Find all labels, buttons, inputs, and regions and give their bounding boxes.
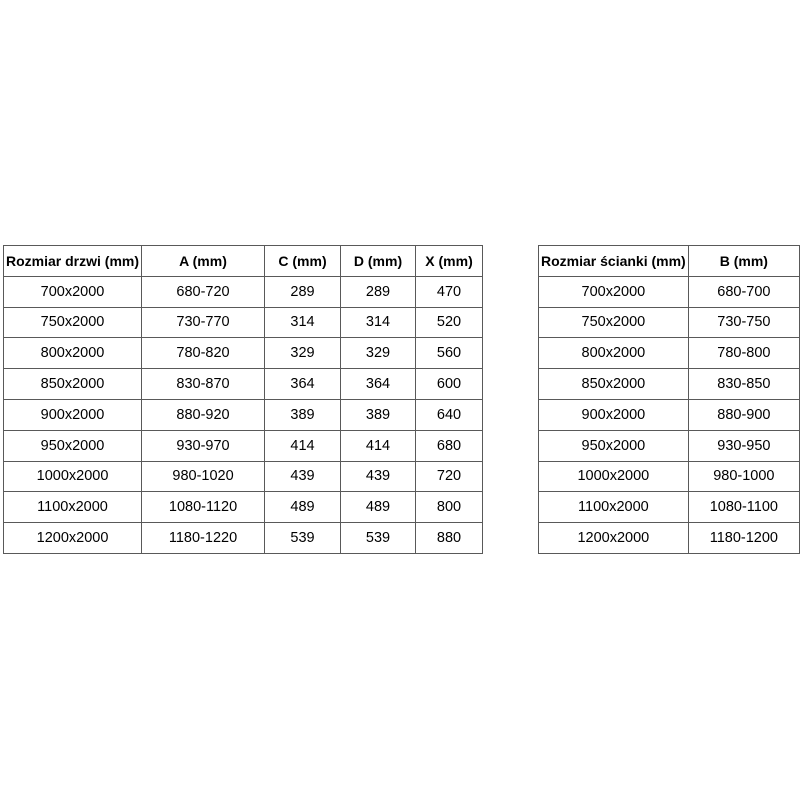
table-row [539, 307, 800, 338]
column-header: Rozmiar ścianki (mm) [539, 246, 689, 277]
table-cell: 930-970 [142, 430, 265, 461]
table-cell: 539 [341, 523, 416, 554]
table-row [539, 338, 800, 369]
table-cell: 880 [416, 523, 483, 554]
table-cell: 1180-1200 [688, 523, 799, 554]
table-cell: 1080-1100 [688, 492, 799, 523]
table-cell: 950x2000 [4, 430, 142, 461]
table-row [539, 523, 800, 554]
table-row [4, 492, 483, 523]
table-cell: 1000x2000 [4, 461, 142, 492]
table-cell: 640 [416, 399, 483, 430]
table-cell: 780-820 [142, 338, 265, 369]
table-row [4, 338, 483, 369]
table-cell: 800x2000 [539, 338, 689, 369]
table-cell: 750x2000 [4, 307, 142, 338]
table-cell: 289 [265, 276, 341, 307]
table-row [539, 276, 800, 307]
table-row [4, 369, 483, 400]
table-cell: 489 [341, 492, 416, 523]
table-cell: 700x2000 [539, 276, 689, 307]
table-cell: 1100x2000 [539, 492, 689, 523]
table-cell: 364 [265, 369, 341, 400]
table-cell: 780-800 [688, 338, 799, 369]
table-cell: 414 [341, 430, 416, 461]
table-cell: 1080-1120 [142, 492, 265, 523]
table-row [539, 369, 800, 400]
column-header: C (mm) [265, 246, 341, 277]
table-cell: 850x2000 [4, 369, 142, 400]
header-row [4, 246, 483, 277]
table-cell: 1200x2000 [4, 523, 142, 554]
table-row [4, 430, 483, 461]
table-cell: 439 [265, 461, 341, 492]
table-row [4, 307, 483, 338]
table-cell: 470 [416, 276, 483, 307]
table-row [4, 523, 483, 554]
table-row [4, 399, 483, 430]
table-cell: 329 [265, 338, 341, 369]
table-cell: 830-850 [688, 369, 799, 400]
wall-size-table [538, 245, 800, 554]
table-cell: 950x2000 [539, 430, 689, 461]
table-cell: 680 [416, 430, 483, 461]
table-cell: 439 [341, 461, 416, 492]
table-cell: 700x2000 [4, 276, 142, 307]
table-cell: 930-950 [688, 430, 799, 461]
table-row [539, 461, 800, 492]
table-row [539, 430, 800, 461]
table-cell: 389 [341, 399, 416, 430]
table-cell: 830-870 [142, 369, 265, 400]
table-row [4, 276, 483, 307]
table-cell: 680-700 [688, 276, 799, 307]
table-cell: 289 [341, 276, 416, 307]
table-row [4, 461, 483, 492]
column-header: D (mm) [341, 246, 416, 277]
table-cell: 560 [416, 338, 483, 369]
table-cell: 730-770 [142, 307, 265, 338]
table-cell: 900x2000 [539, 399, 689, 430]
table-cell: 389 [265, 399, 341, 430]
table-cell: 1200x2000 [539, 523, 689, 554]
table-cell: 364 [341, 369, 416, 400]
column-header: X (mm) [416, 246, 483, 277]
column-header: B (mm) [688, 246, 799, 277]
table-cell: 314 [265, 307, 341, 338]
table-cell: 880-920 [142, 399, 265, 430]
table-cell: 680-720 [142, 276, 265, 307]
table-cell: 730-750 [688, 307, 799, 338]
table-row [539, 399, 800, 430]
table-cell: 1180-1220 [142, 523, 265, 554]
table-cell: 880-900 [688, 399, 799, 430]
table-cell: 314 [341, 307, 416, 338]
table-cell: 489 [265, 492, 341, 523]
table-cell: 1100x2000 [4, 492, 142, 523]
table-cell: 980-1000 [688, 461, 799, 492]
table-cell: 720 [416, 461, 483, 492]
door-size-table [3, 245, 483, 554]
table-cell: 850x2000 [539, 369, 689, 400]
header-row [539, 246, 800, 277]
table-cell: 980-1020 [142, 461, 265, 492]
table-cell: 600 [416, 369, 483, 400]
table-cell: 539 [265, 523, 341, 554]
table-cell: 750x2000 [539, 307, 689, 338]
table-cell: 329 [341, 338, 416, 369]
table-cell: 900x2000 [4, 399, 142, 430]
table-cell: 1000x2000 [539, 461, 689, 492]
table-cell: 520 [416, 307, 483, 338]
column-header: Rozmiar drzwi (mm) [4, 246, 142, 277]
table-cell: 800 [416, 492, 483, 523]
table-row [539, 492, 800, 523]
column-header: A (mm) [142, 246, 265, 277]
table-cell: 414 [265, 430, 341, 461]
table-cell: 800x2000 [4, 338, 142, 369]
